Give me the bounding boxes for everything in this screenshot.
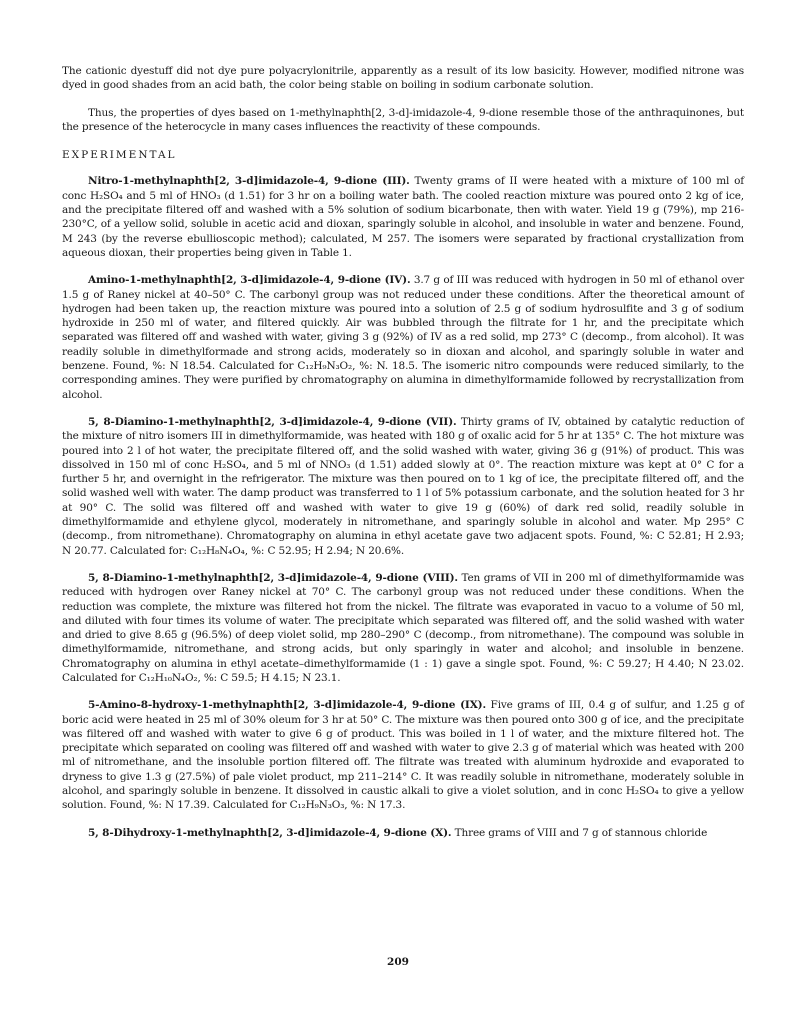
document-page	[62, 64, 744, 1014]
paragraph-intro-1: The cationic dyestuff did not dye pure polyacrylonitrile, apparently as a result of its low basicity. However, modified nitrone was dyed in good shades from an acid bath, the color being stable on boiling in sodium carbonate solution.	[62, 65, 744, 92]
compound-title-iii: Nitro-1-methylnaphth[2, 3-d]imidazole-4, 9-dione (III).	[88, 175, 410, 188]
paragraph-body-vii: Thirty grams of IV, obtained by catalytic reduction of the mixture of nitro isomers III in dimethylformamide, was heated with 180 g of oxalic acid for 5 hr at 135° C. The hot mixture was poured into 2 l of hot water, the precipitate filtered off, and the solid washed with water, giving 36 g (91%) of product. This was dissolved in 150 ml of conc H₂SO₄, and 5 ml of NNO₃ (d 1.51) added slowly at 0°. The reaction mixture was kept at 0° C for a further 5 hr, and overnight in the refrigerator. The mixture was then poured on to 1 kg of ice, the precipitate filtered off, and the solid washed well with water. The damp product was transferred to 1 l of 5% potassium carbonate, and the solution heated for 3 hr at 90° C. The solid was filtered off and washed with water to give 19 g (60%) of dark red solid, readily soluble in dimethylformamide and ethylene glycol, moderately in nitromethane, and sparingly soluble in alcohol and water. Mp 295° C (decomp., from nitromethane). Chromatography on alumina in ethyl acetate gave two adjacent spots. Found, %: C 52.81; H 2.93; N 20.77. Calculated for: C₁₂H₈N₄O₄, %: C 52.95; H 2.94; N 20.6%.	[62, 415, 745, 557]
paragraph-intro-2: Thus, the properties of dyes based on 1-methylnaphth[2, 3-d]-imidazole-4, 9-dione resemble those of the anthraquinones, but the presence of the heterocycle in many cases influences the reactivity of these compounds.	[62, 106, 744, 133]
compound-title-ix: 5-Amino-8-hydroxy-1-methylnaphth[2, 3-d]imidazole-4, 9-dione (IX).	[88, 699, 487, 712]
page-number: 209	[387, 956, 409, 968]
paragraph-compound-x	[62, 826, 744, 840]
paragraph-body-ix: Five grams of III, 0.4 g of sulfur, and 1.25 g of boric acid were heated in 25 ml of 30% oleum for 3 hr at 50° C. The mixture was then poured onto 300 g of ice, and the precipitate was filtered off and washed with water to give 6 g of product. This was boiled in 1 l of water, and the mixture filtered hot. The precipitate which separated on cooling was filtered off and washed with water to give 2.3 g of material which was heated with 200 ml of nitromethane, and the insoluble portion filtered off. The filtrate was treated with aluminum hydroxide and evaporated to dryness to give 1.3 g (27.5%) of pale violet product, mp 211–214° C. It was readily soluble in nitromethane, moderately soluble in alcohol, and sparingly soluble in benzene. It dissolved in caustic alkali to give a violet solution, and in conc H₂SO₄ to give a yellow solution. Found, %: N 17.39. Calculated for C₁₂H₉N₃O₃, %: N 17.3.	[62, 699, 744, 812]
compound-title-viii: 5, 8-Diamino-1-methylnaphth[2, 3-d]imidazole-4, 9-dione (VIII).	[88, 571, 458, 584]
paragraph-compound-ix	[62, 698, 744, 812]
paragraph-compound-vii	[62, 415, 744, 558]
compound-title-vii: 5, 8-Diamino-1-methylnaphth[2, 3-d]imidazole-4, 9-dione (VII).	[88, 415, 457, 428]
section-heading-experimental: EXPERIMENTAL	[62, 149, 177, 162]
compound-title-x: 5, 8-Dihydroxy-1-methylnaphth[2, 3-d]imidazole-4, 9-dione (X).	[88, 826, 452, 839]
paragraph-body-iii: Twenty grams of II were heated with a mixture of 100 ml of conc H₂SO₄ and 5 ml of HNO₃ (d 1.51) for 3 hr on a boiling water bath. The cooled reaction mixture was poured onto 2 kg of ice, and the precipitate filtered off and washed with a 5% solution of sodium bicarbonate, then with water. Yield 19 g (79%), mp 216-230°C, of a yellow solid, soluble in acetic acid and dioxan, sparingly soluble in alcohol, and insoluble in water and benzene. Found, M 243 (by the reverse ebullioscopic method); calculated, M 257. The isomers were separated by fractional crystallization from aqueous dioxan, their properties being given in Table 1.	[62, 175, 745, 259]
paragraph-compound-iv	[62, 273, 744, 402]
paragraph-body-iv: 3.7 g of III was reduced with hydrogen in 50 ml of ethanol over 1.5 g of Raney nickel at 40–50° C. The carbonyl group was not reduced under these conditions. After the theoretical amount of hydrogen had been taken up, the reaction mixture was poured into a solution of 2.5 g of sodium hydrosulfite and 3 g of sodium hydroxide in 250 ml of water, and filtered quickly. Air was bubbled through the filtrate for 1 hr, and the precipitate which separated was filtered off and washed with water, giving 3 g (92%) of IV as a red solid, mp 273° C (decomp., from alcohol). It was readily soluble in dimethylformade and strong acids, moderately so in dioxan and alcohol, and sparingly soluble in water and benzene. Found, %: N 18.54. Calculated for C₁₂H₉N₃O₂, %: N. 18.5. The isomeric nitro compounds were reduced similarly, to the corresponding amines. They were purified by chromatography on alumina in dimethylformamide followed by recrystallization from alcohol.	[62, 274, 744, 401]
paragraph-compound-iii	[62, 174, 744, 260]
compound-title-iv: Amino-1-methylnaphth[2, 3-d]imidazole-4, 9-dione (IV).	[88, 274, 411, 287]
paragraph-compound-viii	[62, 571, 744, 685]
paragraph-body-viii: Ten grams of VII in 200 ml of dimethylformamide was reduced with hydrogen over Raney nickel at 70° C. The carbonyl group was not reduced under these conditions. When the reduction was complete, the mixture was filtered hot from the nickel. The filtrate was evaporated in vacuo to a volume of 50 ml, and diluted with four times its volume of water. The precipitate which separated was filtered off, and the solid washed with water and dried to give 8.65 g (96.5%) of deep violet solid, mp 280–290° C (decomp., from nitromethane). The compound was soluble in dimethylformamide, nitromethane, and strong acids, but only sparingly in water and alcohol; and insoluble in benzene. Chromatography on alumina in ethyl acetate–dimethylformamide (1 : 1) gave a single spot. Found, %: C 59.27; H 4.40; N 23.02. Calculated for C₁₂H₁₀N₄O₂, %: C 59.5; H 4.15; N 23.1.	[62, 571, 744, 684]
paragraph-body-x: Three grams of VIII and 7 g of stannous chloride	[451, 826, 708, 839]
